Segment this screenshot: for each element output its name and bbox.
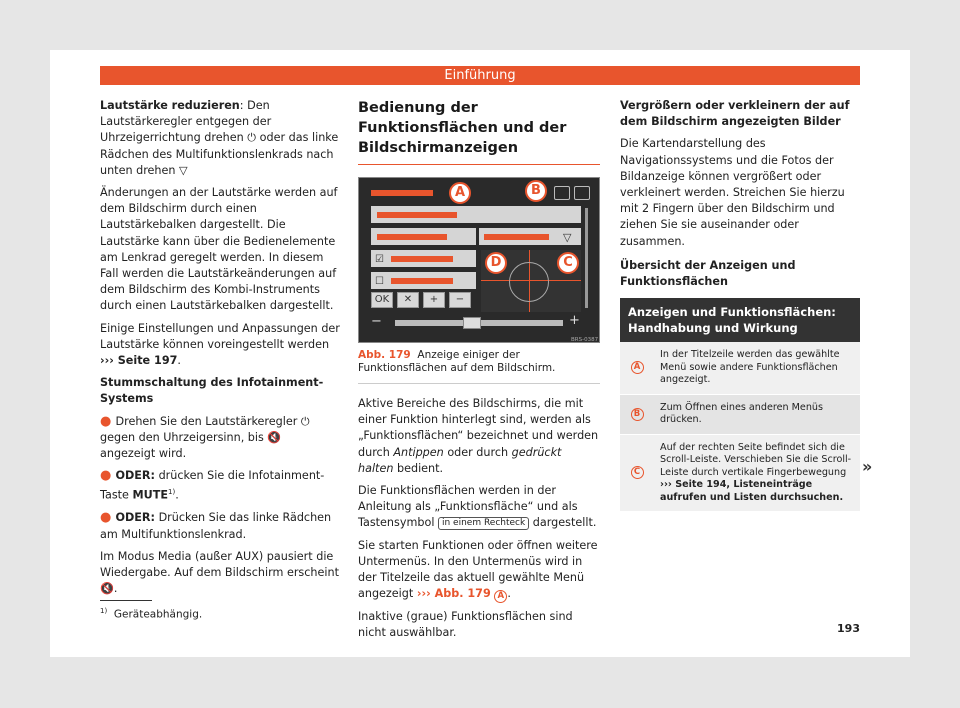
paragraph-presets: Einige Einstellungen und Anpassungen der Lautstärke können voreingestellt werden ››› Seite 197. xyxy=(100,321,340,368)
footnote: $^{1)}$ Geräteabhängig. xyxy=(100,607,203,621)
paragraph-key-symbol: Die Funktionsflächen werden in der Anleitung als „Funktionsfläche“ und als Tastensymbol in einem Rechteck dargestellt. xyxy=(358,484,597,530)
slider-handle xyxy=(463,317,481,329)
scroll-bar xyxy=(585,208,588,308)
section-heading: Bedienung der Funktionsflächen und der Bildschirmanzeigen xyxy=(358,98,600,165)
marker-d: D xyxy=(485,252,507,274)
chapter-header: Einführung xyxy=(100,66,860,85)
back-icon xyxy=(574,186,590,200)
row-highlight xyxy=(484,234,549,240)
plus-button: + xyxy=(423,292,445,308)
marker-a-label: A xyxy=(631,361,644,374)
figure-screen-functions xyxy=(358,177,600,343)
marker-a-ref: A xyxy=(494,590,507,603)
figure-reference[interactable]: ››› Abb. 179 xyxy=(416,587,491,601)
paragraph-zoom: Die Kartendarstellung des Navigationssystems und die Fotos der Bildanzeige können vergrößert oder verkleinert werden. Streichen Sie hierzu mit 2 Fingern über den Bildschirm und ziehen Sie sie auseinander oder zusammen. xyxy=(620,137,845,248)
checkbox-checked-icon: ☑ xyxy=(375,254,384,265)
ok-button: OK xyxy=(371,292,393,308)
row-highlight xyxy=(391,256,453,262)
column-1 xyxy=(100,98,340,603)
key-symbol-example: in einem Rechteck xyxy=(438,517,529,530)
paragraph-inactive: Inaktive (graue) Funktionsflächen sind nicht auswählbar. xyxy=(358,610,573,640)
bullet-icon: ● xyxy=(100,510,116,526)
figure-code: BRS-0387 xyxy=(571,337,599,343)
minus-button: − xyxy=(449,292,471,308)
menu-icon xyxy=(554,186,570,200)
continue-icon: » xyxy=(862,457,873,476)
cancel-button: ✕ xyxy=(397,292,419,308)
bullet-icon: ● xyxy=(100,413,116,429)
paragraph-submenus: Sie starten Funktionen oder öffnen weitere Untermenüs. In den Untermenüs wird in der Titelzeile das aktuell gewählte Menü angezeigt ››› Abb. 179 A . xyxy=(358,538,598,602)
table-header: Anzeigen und Funktionsflächen: Handhabung und Wirkung xyxy=(620,298,860,342)
paragraph-volume-bar: Änderungen an der Lautstärke werden auf dem Bildschirm durch einen Lautstärkebalken dargestellt. Die Lautstärke kann über die Bedienelemente am Lenkrad geregelt werden. In diesem Fall werden die Lautstärkeänderungen auf dem Bildschirm des Kombi-Instruments durch einen Lautstärkebalken dargestellt. xyxy=(100,186,338,313)
chevron-down-icon: ▽ xyxy=(563,231,572,244)
bullet-icon: ● xyxy=(100,468,116,484)
heading-zoom: Vergrößern oder verkleinern der auf dem Bildschirm angezeigten Bilder xyxy=(620,99,850,129)
marker-b-label: B xyxy=(631,408,644,421)
heading-mute: Stummschaltung des Infotainment-Systems xyxy=(100,376,324,406)
marker-b: B xyxy=(525,180,547,202)
title-bar-highlight xyxy=(371,190,433,196)
marker-a: A xyxy=(449,182,471,204)
table-row: A In der Titelzeile werden das gewählte Menü sowie andere Funktionsflächen angezeigt. xyxy=(620,342,860,395)
slider-plus: + xyxy=(569,313,580,328)
figure-caption: Abb. 179 Anzeige einiger der Funktionsflächen auf dem Bildschirm. xyxy=(358,349,600,384)
checkbox-empty-icon: ☐ xyxy=(375,276,384,287)
heading-overview: Übersicht der Anzeigen und Funktionsflächen xyxy=(620,258,796,289)
page-reference[interactable]: ››› Seite 197 xyxy=(100,354,178,368)
functions-table xyxy=(620,298,860,512)
column-2 xyxy=(358,98,600,648)
page-number: 193 xyxy=(837,622,860,635)
map-circle xyxy=(509,262,549,302)
column-3 xyxy=(620,98,860,512)
bullet-item: ● Drehen Sie den Lautstärkeregler ⏻ gegen den Uhrzeigersinn, bis 🔇 angezeigt wird. xyxy=(100,413,310,461)
slider-minus: − xyxy=(371,314,382,329)
footnote-divider xyxy=(100,600,152,601)
row-highlight xyxy=(377,212,457,218)
paragraph-media-pause: Im Modus Media (außer AUX) pausiert die Wiedergabe. Auf dem Bildschirm erscheint 🔇. xyxy=(100,549,339,596)
paragraph-volume-reduce: Lautstärke reduzieren: Den Lautstärkeregler entgegen der Uhrzeigerrichtung drehen ⏻ oder das linke Rädchen des Multifunktionslenkrads nach unten drehen ▽ xyxy=(100,99,339,177)
bullet-item: ● ODER: drücken Sie die Infotainment-Taste MUTE$^{1)}$. xyxy=(100,468,325,503)
row-highlight xyxy=(377,234,447,240)
marker-c: C xyxy=(557,252,579,274)
table-row: C Auf der rechten Seite befindet sich die Scroll-Leiste. Verschieben Sie die Scroll-Leiste durch vertikale Fingerbewegung ››› Seite 194, Listeneinträge aufrufen und Listen durchsuchen. xyxy=(620,435,860,513)
table-row: B Zum Öffnen eines anderen Menüs drücken. xyxy=(620,395,860,435)
mute-key-symbol: MUTE xyxy=(132,489,168,503)
paragraph-active-areas: Aktive Bereiche des Bildschirms, die mit einer Funktion hinterlegt sind, werden als „Funktionsflächen“ bezeichnet und werden durch Antippen oder durch gedrückt halten bedient. xyxy=(358,397,599,475)
marker-c-label: C xyxy=(631,466,644,479)
bullet-item: ● ODER: Drücken Sie das linke Rädchen am Multifunktionslenkrad. xyxy=(100,510,332,541)
page-reference[interactable]: ››› Seite 194, Listeneinträge aufrufen und Listen durchsuchen. xyxy=(660,479,844,503)
row-highlight xyxy=(391,278,453,284)
